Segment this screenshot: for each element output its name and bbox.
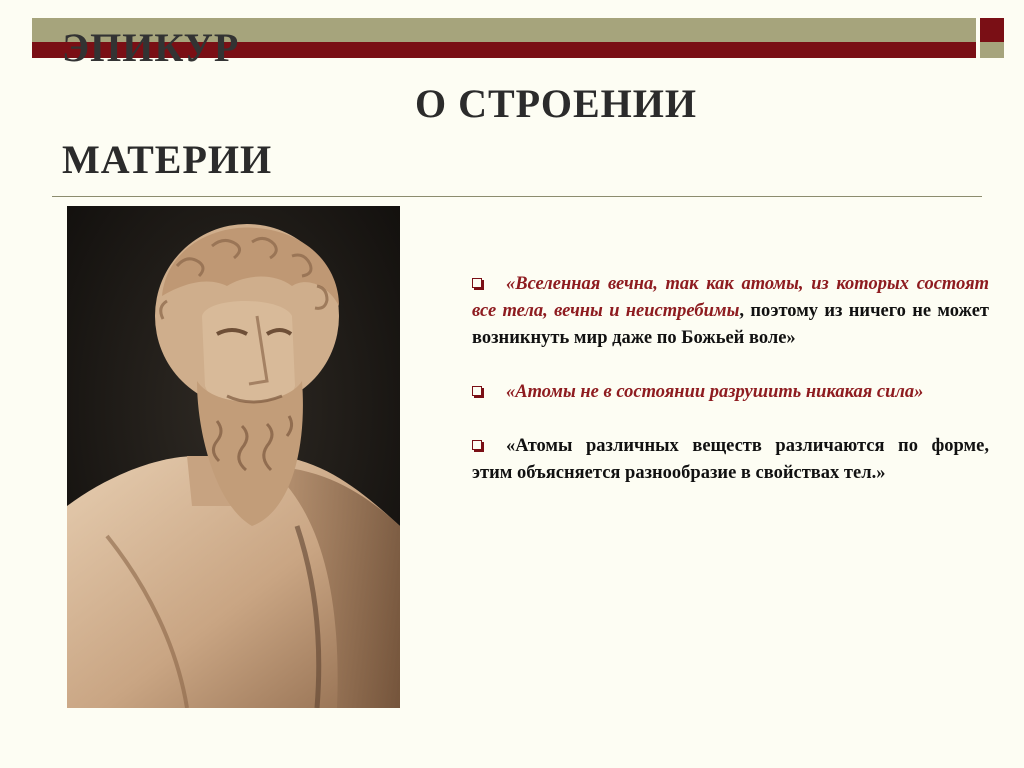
slide-title-line2: О СТРОЕНИИ — [415, 81, 698, 126]
header-corner-square-olive — [980, 42, 1004, 58]
bullet-list — [472, 271, 989, 514]
list-item — [472, 379, 989, 406]
hollow-square-bullet-icon — [472, 278, 482, 288]
bullet-quote-italic: «Вселенная вечна, так как атомы, из которых состоят все тела, вечны и неистребимы — [472, 274, 989, 321]
bullet-quote-italic: «Атомы не в состоянии разрушить никакая сила» — [506, 382, 924, 402]
list-item — [472, 433, 989, 487]
hollow-square-bullet-icon — [472, 386, 482, 396]
slide-title-line3: МАТЕРИИ — [62, 137, 273, 182]
bullet-text: «Атомы различных веществ различаются по форме, этим объясняется разнообразие в свойствах тел.» — [472, 436, 989, 483]
hollow-square-bullet-icon — [472, 440, 482, 450]
title-divider — [52, 196, 982, 197]
header-corner-square-red — [980, 18, 1004, 42]
list-item — [472, 271, 989, 352]
slide-title-line1: ЭПИКУР — [62, 25, 240, 70]
bullet-text: , поэтому из ничего не может возникнуть мир даже по Божьей воле» — [472, 301, 989, 348]
epicurus-bust-image — [67, 206, 400, 708]
